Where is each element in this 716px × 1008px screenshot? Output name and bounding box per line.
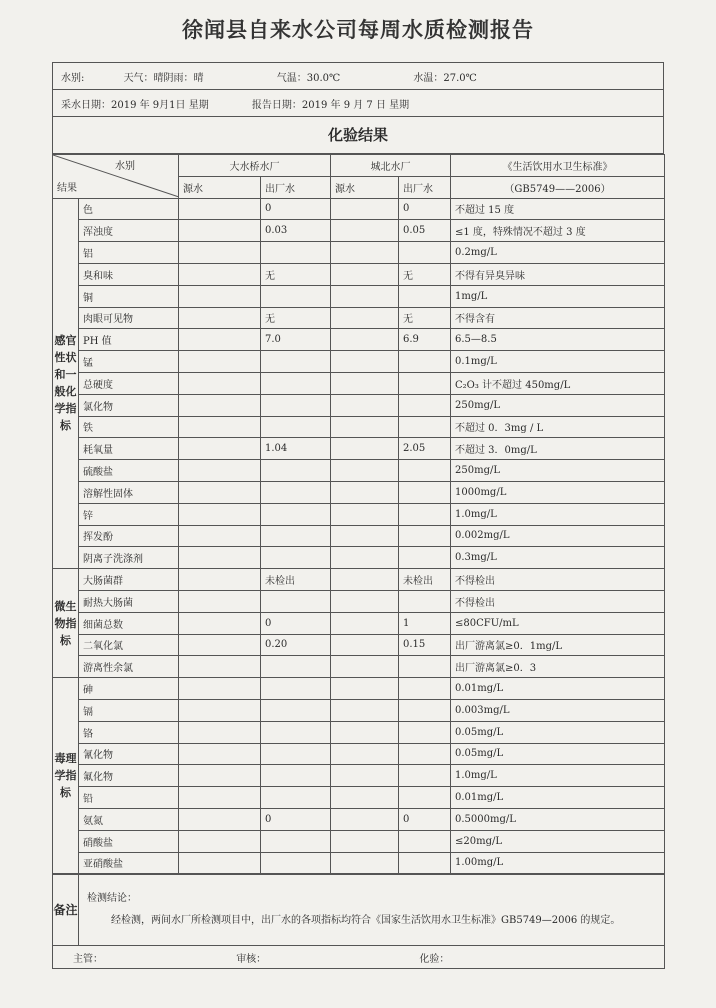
category-label: 感官性状和一般化学指标: [53, 198, 79, 569]
item-name: 锌: [79, 503, 179, 525]
plant1-source: [179, 525, 261, 547]
plant1-output: [261, 285, 331, 307]
plant2-output: [399, 503, 451, 525]
item-name: 锰: [79, 351, 179, 373]
plant2-output: [399, 678, 451, 700]
plant1-source: [179, 198, 261, 220]
header-p1-source: 源水: [179, 176, 261, 198]
info-row-1: [53, 63, 664, 90]
plant1-output: [261, 503, 331, 525]
plant1-source: [179, 307, 261, 329]
standard-value: 不超过 0．3mg / L: [451, 416, 665, 438]
report-sheet: [52, 62, 664, 1002]
plant1-output: [261, 678, 331, 700]
header-p2-source: 源水: [331, 176, 399, 198]
plant2-source: [331, 372, 399, 394]
plant1-output: [261, 656, 331, 678]
standard-value: 0.5000mg/L: [451, 808, 665, 830]
standard-value: ≤1 度，特殊情况不超过 3 度: [451, 220, 665, 242]
plant1-output: [261, 242, 331, 264]
plant2-output: [399, 590, 451, 612]
tester-label: 化验：: [419, 953, 450, 965]
plant1-source: [179, 285, 261, 307]
plant2-output: [399, 765, 451, 787]
plant2-source: [331, 416, 399, 438]
plant1-output: 7.0: [261, 329, 331, 351]
item-name: 阴离子洗涤剂: [79, 547, 179, 569]
table-row: [53, 743, 665, 765]
standard-value: 0.1mg/L: [451, 351, 665, 373]
plant2-source: [331, 242, 399, 264]
plant1-source: [179, 765, 261, 787]
plant2-source: [331, 678, 399, 700]
standard-value: 0.05mg/L: [451, 743, 665, 765]
plant2-source: [331, 263, 399, 285]
plant2-source: [331, 329, 399, 351]
plant1-source: [179, 830, 261, 852]
standard-value: 0.01mg/L: [451, 678, 665, 700]
plant2-source: [331, 743, 399, 765]
item-name: 硫酸盐: [79, 460, 179, 482]
item-name: 肉眼可见物: [79, 307, 179, 329]
item-name: 浑浊度: [79, 220, 179, 242]
standard-value: 0.002mg/L: [451, 525, 665, 547]
table-row: [53, 263, 665, 285]
plant2-output: 1: [399, 612, 451, 634]
plant1-source: [179, 569, 261, 591]
plant1-source: [179, 634, 261, 656]
table-row: [53, 416, 665, 438]
category-label: 毒理学指标: [53, 678, 79, 874]
plant2-source: [331, 438, 399, 460]
section-title: 化验结果: [52, 117, 664, 154]
plant2-output: [399, 481, 451, 503]
plant2-output: [399, 547, 451, 569]
plant2-output: 0.15: [399, 634, 451, 656]
plant2-output: [399, 372, 451, 394]
item-name: 细菌总数: [79, 612, 179, 634]
report-date-text: 报告日期：2019 年 9 月 7 日 星期: [251, 99, 410, 111]
plant1-output: [261, 830, 331, 852]
plant1-output: [261, 852, 331, 874]
plant1-output: [261, 525, 331, 547]
item-name: 大肠菌群: [79, 569, 179, 591]
plant1-source: [179, 787, 261, 809]
item-name: 色: [79, 198, 179, 220]
plant2-source: [331, 220, 399, 242]
plant2-source: [331, 569, 399, 591]
plant1-output: [261, 416, 331, 438]
table-row: [53, 438, 665, 460]
report-title: 徐闻县自来水公司每周水质检测报告: [182, 17, 534, 42]
plant2-source: [331, 481, 399, 503]
plant1-source: [179, 263, 261, 285]
header-plant1: 大水桥水厂: [179, 155, 331, 177]
plant2-output: [399, 787, 451, 809]
plant2-source: [331, 590, 399, 612]
plant1-output: [261, 372, 331, 394]
item-name: 铝: [79, 242, 179, 264]
header-water-type: 水别: [115, 161, 135, 172]
standard-value: 1000mg/L: [451, 481, 665, 503]
plant1-source: [179, 590, 261, 612]
standard-value: 不得检出: [451, 590, 665, 612]
item-name: 硝酸盐: [79, 830, 179, 852]
plant2-output: 6.9: [399, 329, 451, 351]
plant2-output: 0.05: [399, 220, 451, 242]
item-name: 臭和味: [79, 263, 179, 285]
table-row: [53, 503, 665, 525]
standard-value: 1.0mg/L: [451, 765, 665, 787]
standard-value: 1.0mg/L: [451, 503, 665, 525]
plant2-output: 0: [399, 198, 451, 220]
standard-value: 不得检出: [451, 569, 665, 591]
item-name: 耗氧量: [79, 438, 179, 460]
plant1-source: [179, 460, 261, 482]
conclusion-text: 经检测，两间水厂所检测项目中，出厂水的各项指标均符合《国家生活饮用水卫生标准》GB5749—2006 的规定。: [111, 915, 621, 927]
plant1-output: [261, 394, 331, 416]
plant2-output: 2.05: [399, 438, 451, 460]
plant2-source: [331, 699, 399, 721]
table-row: [53, 242, 665, 264]
info-cell-weather: [53, 63, 664, 90]
table-row: [53, 830, 665, 852]
plant1-output: 0: [261, 808, 331, 830]
plant2-source: [331, 351, 399, 373]
plant1-source: [179, 656, 261, 678]
plant1-source: [179, 808, 261, 830]
plant1-source: [179, 721, 261, 743]
table-row: [53, 351, 665, 373]
table-row: [53, 220, 665, 242]
table-row: [53, 525, 665, 547]
plant2-source: [331, 852, 399, 874]
header-row-1: [53, 155, 665, 177]
plant1-output: [261, 547, 331, 569]
plant1-output: 无: [261, 263, 331, 285]
plant2-output: [399, 699, 451, 721]
table-row: [53, 699, 665, 721]
standard-value: 不得含有: [451, 307, 665, 329]
plant2-output: 0: [399, 808, 451, 830]
category-label: 微生物指标: [53, 569, 79, 678]
standard-value: 0.003mg/L: [451, 699, 665, 721]
header-p1-output: 出厂水: [261, 176, 331, 198]
plant1-output: [261, 590, 331, 612]
plant1-source: [179, 547, 261, 569]
info-cell-dates: [53, 90, 664, 117]
item-name: 二氧化氯: [79, 634, 179, 656]
table-row: [53, 481, 665, 503]
header-result: 结果: [57, 183, 77, 194]
standard-value: 250mg/L: [451, 460, 665, 482]
table-row: [53, 394, 665, 416]
plant1-output: [261, 481, 331, 503]
plant2-output: 无: [399, 307, 451, 329]
plant2-source: [331, 394, 399, 416]
table-row: [53, 852, 665, 874]
plant2-output: [399, 351, 451, 373]
table-row: [53, 634, 665, 656]
plant1-output: [261, 351, 331, 373]
plant2-source: [331, 612, 399, 634]
conclusion-label: 检测结论：: [87, 893, 137, 905]
plant1-source: [179, 481, 261, 503]
table-row: [53, 460, 665, 482]
item-name: 砷: [79, 678, 179, 700]
table-row: [53, 547, 665, 569]
table-row: [53, 372, 665, 394]
info-table: [52, 62, 664, 117]
standard-value: 不超过 15 度: [451, 198, 665, 220]
plant1-source: [179, 503, 261, 525]
standard-value: C₂O₃ 计不超过 450mg/L: [451, 372, 665, 394]
signature-row: [53, 946, 665, 969]
plant1-source: [179, 220, 261, 242]
table-row: [53, 612, 665, 634]
plant2-output: [399, 394, 451, 416]
standard-value: 6.5—8.5: [451, 329, 665, 351]
table-row: [53, 329, 665, 351]
plant2-output: [399, 743, 451, 765]
plant2-output: 无: [399, 263, 451, 285]
plant2-source: [331, 547, 399, 569]
standard-value: 出厂游离氯≥0．1mg/L: [451, 634, 665, 656]
standard-value: 不超过 3．0mg/L: [451, 438, 665, 460]
results-table: [52, 154, 665, 874]
plant2-output: [399, 242, 451, 264]
standard-value: 1.00mg/L: [451, 852, 665, 874]
air-temp-text: 气温：30.0℃: [276, 72, 341, 84]
notes-cell: [79, 875, 665, 946]
plant1-output: 0.03: [261, 220, 331, 242]
plant1-source: [179, 329, 261, 351]
standard-value: ≤20mg/L: [451, 830, 665, 852]
header-standard-line2: （GB5749——2006）: [451, 176, 665, 198]
plant1-output: [261, 721, 331, 743]
item-name: 氯化物: [79, 394, 179, 416]
standard-value: ≤80CFU/mL: [451, 612, 665, 634]
plant2-output: [399, 460, 451, 482]
plant2-source: [331, 503, 399, 525]
plant2-source: [331, 198, 399, 220]
plant1-source: [179, 416, 261, 438]
plant1-output: 0.20: [261, 634, 331, 656]
item-name: 铅: [79, 787, 179, 809]
header-p2-output: 出厂水: [399, 176, 451, 198]
plant2-source: [331, 765, 399, 787]
standard-value: 出厂游离氯≥0．3: [451, 656, 665, 678]
plant2-output: [399, 525, 451, 547]
plant1-output: 1.04: [261, 438, 331, 460]
header-diagonal-cell: [53, 155, 179, 199]
plant2-output: [399, 656, 451, 678]
plant1-output: [261, 765, 331, 787]
plant1-output: 0: [261, 612, 331, 634]
plant2-source: [331, 460, 399, 482]
plant1-source: [179, 699, 261, 721]
plant2-output: [399, 852, 451, 874]
plant1-output: [261, 699, 331, 721]
header-plant2: 城北水厂: [331, 155, 451, 177]
plant1-output: [261, 787, 331, 809]
plant2-source: [331, 830, 399, 852]
table-row: [53, 285, 665, 307]
item-name: 铁: [79, 416, 179, 438]
item-name: 耐热大肠菌: [79, 590, 179, 612]
plant2-output: [399, 721, 451, 743]
table-row: [53, 198, 665, 220]
plant1-source: [179, 351, 261, 373]
sample-date-text: 采水日期：2019 年 9月1日 星期: [61, 99, 209, 111]
table-row: [53, 678, 665, 700]
standard-value: 1mg/L: [451, 285, 665, 307]
notes-label: 备注: [53, 875, 79, 946]
plant2-output: [399, 285, 451, 307]
weather-text: 天气：晴阴雨：晴: [123, 72, 204, 84]
reviewer-label: 审核：: [236, 953, 267, 965]
plant2-output: [399, 830, 451, 852]
plant2-source: [331, 721, 399, 743]
info-row-2: [53, 90, 664, 117]
plant2-source: [331, 787, 399, 809]
table-row: [53, 808, 665, 830]
plant1-source: [179, 852, 261, 874]
plant1-source: [179, 394, 261, 416]
plant2-source: [331, 285, 399, 307]
standard-value: 250mg/L: [451, 394, 665, 416]
item-name: 铜: [79, 285, 179, 307]
standard-value: 不得有异臭异味: [451, 263, 665, 285]
plant2-output: [399, 416, 451, 438]
plant1-output: 无: [261, 307, 331, 329]
supervisor-label: 主管：: [73, 953, 103, 965]
plant1-source: [179, 372, 261, 394]
plant1-source: [179, 743, 261, 765]
item-name: 总硬度: [79, 372, 179, 394]
header-standard-line1: 《生活饮用水卫生标准》: [451, 155, 665, 177]
plant1-source: [179, 438, 261, 460]
plant2-source: [331, 656, 399, 678]
standard-value: 0.01mg/L: [451, 787, 665, 809]
water-type-label: 水别:: [61, 72, 85, 84]
item-name: PH 值: [79, 329, 179, 351]
plant1-source: [179, 242, 261, 264]
table-row: [53, 721, 665, 743]
table-row: [53, 787, 665, 809]
plant2-output: 未检出: [399, 569, 451, 591]
plant1-output: [261, 460, 331, 482]
standard-value: 0.2mg/L: [451, 242, 665, 264]
plant1-output: 未检出: [261, 569, 331, 591]
standard-value: 0.05mg/L: [451, 721, 665, 743]
item-name: 氰化物: [79, 743, 179, 765]
standard-value: 0.3mg/L: [451, 547, 665, 569]
notes-table: [52, 874, 665, 969]
plant2-source: [331, 525, 399, 547]
signature-cell: [53, 946, 665, 969]
table-row: [53, 569, 665, 591]
plant1-output: 0: [261, 198, 331, 220]
plant2-source: [331, 808, 399, 830]
item-name: 游离性余氯: [79, 656, 179, 678]
plant1-source: [179, 678, 261, 700]
item-name: 镉: [79, 699, 179, 721]
water-temp-text: 水温：27.0℃: [413, 72, 477, 84]
item-name: 铬: [79, 721, 179, 743]
plant1-source: [179, 612, 261, 634]
table-row: [53, 765, 665, 787]
item-name: 氨氮: [79, 808, 179, 830]
item-name: 亚硝酸盐: [79, 852, 179, 874]
table-row: [53, 307, 665, 329]
item-name: 挥发酚: [79, 525, 179, 547]
notes-row: [53, 875, 665, 946]
item-name: 溶解性固体: [79, 481, 179, 503]
item-name: 氟化物: [79, 765, 179, 787]
plant2-source: [331, 634, 399, 656]
table-row: [53, 656, 665, 678]
plant2-source: [331, 307, 399, 329]
plant1-output: [261, 743, 331, 765]
table-row: [53, 590, 665, 612]
